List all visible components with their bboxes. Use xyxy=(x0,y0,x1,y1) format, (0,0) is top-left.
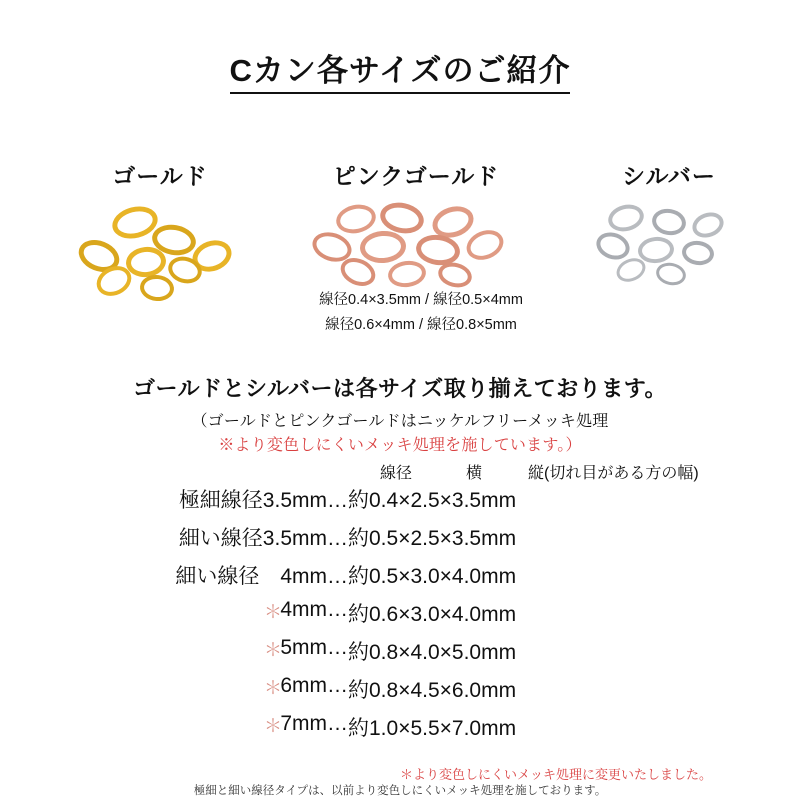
row-value: 約0.8×4.0×5.0mm xyxy=(348,641,517,664)
size-table-header-width: 横 xyxy=(466,465,483,482)
note-red: ※より変色しにくいメッキ処理を施しています。） xyxy=(218,437,582,454)
ring-pink-1 xyxy=(334,201,379,237)
row-label: 4mm… xyxy=(280,598,348,621)
row-star: ＊ xyxy=(264,678,282,698)
size-table-header-height: 縦(切れ目がある方の幅) xyxy=(528,465,699,482)
size-table-body xyxy=(0,484,800,750)
color-group-gold-label: ゴールド xyxy=(112,163,208,189)
row-value: 約1.0×5.5×7.0mm xyxy=(348,717,517,740)
color-samples xyxy=(0,158,800,298)
row-star: ＊ xyxy=(264,602,282,622)
table-row xyxy=(0,674,800,712)
color-group-pink-gold-label: ピンクゴールド xyxy=(332,163,500,189)
wire-spec-line-1: 線径0.4×3.5mm / 線径0.5×4mm xyxy=(319,292,523,308)
footer-note-2: 極細と細い線径タイプは、以前より変色しにくいメッキ処理を施しております。 xyxy=(193,785,607,797)
note-main: ゴールドとシルバーは各サイズ取り揃えております。 xyxy=(133,376,667,401)
table-row xyxy=(0,598,800,636)
page-title-wrap xyxy=(0,52,800,94)
note-sub: （ゴールドとピンクゴールドはニッケルフリーメッキ処理 xyxy=(191,413,609,430)
table-row xyxy=(0,560,800,598)
ring-silver-1 xyxy=(605,201,646,235)
ring-pink-5 xyxy=(359,229,407,264)
row-value: 約0.8×4.5×6.0mm xyxy=(348,679,517,702)
row-value: 約0.5×2.5×3.5mm xyxy=(348,527,517,550)
row-label: 5mm… xyxy=(280,636,348,659)
color-group-gold xyxy=(40,158,280,311)
table-row xyxy=(0,484,800,522)
row-label: 細い線径3.5mm… xyxy=(178,527,348,550)
ring-pink-7 xyxy=(462,225,508,265)
silver-ring-cluster xyxy=(556,201,782,311)
row-label: 6mm… xyxy=(280,674,348,697)
wire-spec-line-2: 線径0.6×4mm / 線径0.8×5mm xyxy=(325,317,517,334)
color-group-silver-label: シルバー xyxy=(622,163,716,189)
row-label: 7mm… xyxy=(280,712,348,735)
size-table-header-wire: 線径 xyxy=(380,465,413,482)
footer-note-1: ＊より変色しにくいメッキ処理に変更いたしました。 xyxy=(399,767,712,782)
color-group-silver xyxy=(556,158,782,311)
row-star: ＊ xyxy=(264,716,282,736)
row-star: ＊ xyxy=(264,640,282,660)
ring-silver-8 xyxy=(654,260,688,288)
table-row xyxy=(0,636,800,674)
table-row xyxy=(0,712,800,750)
gold-ring-cluster xyxy=(40,201,280,311)
wire-spec-list xyxy=(276,288,566,339)
ring-gold-8 xyxy=(139,273,176,302)
row-label: 細い線径 4mm… xyxy=(175,565,348,588)
ring-silver-2 xyxy=(650,206,688,238)
ring-silver-3 xyxy=(689,208,727,241)
ring-pink-9 xyxy=(386,258,427,289)
row-value: 約0.4×2.5×3.5mm xyxy=(348,489,517,512)
row-value: 約0.5×3.0×4.0mm xyxy=(348,565,517,588)
table-row xyxy=(0,522,800,560)
row-label: 極細線径3.5mm… xyxy=(178,489,348,512)
ring-silver-6 xyxy=(680,239,715,267)
page-title: Cカン各サイズのご紹介 xyxy=(230,52,571,94)
row-value: 約0.6×3.0×4.0mm xyxy=(348,603,517,626)
